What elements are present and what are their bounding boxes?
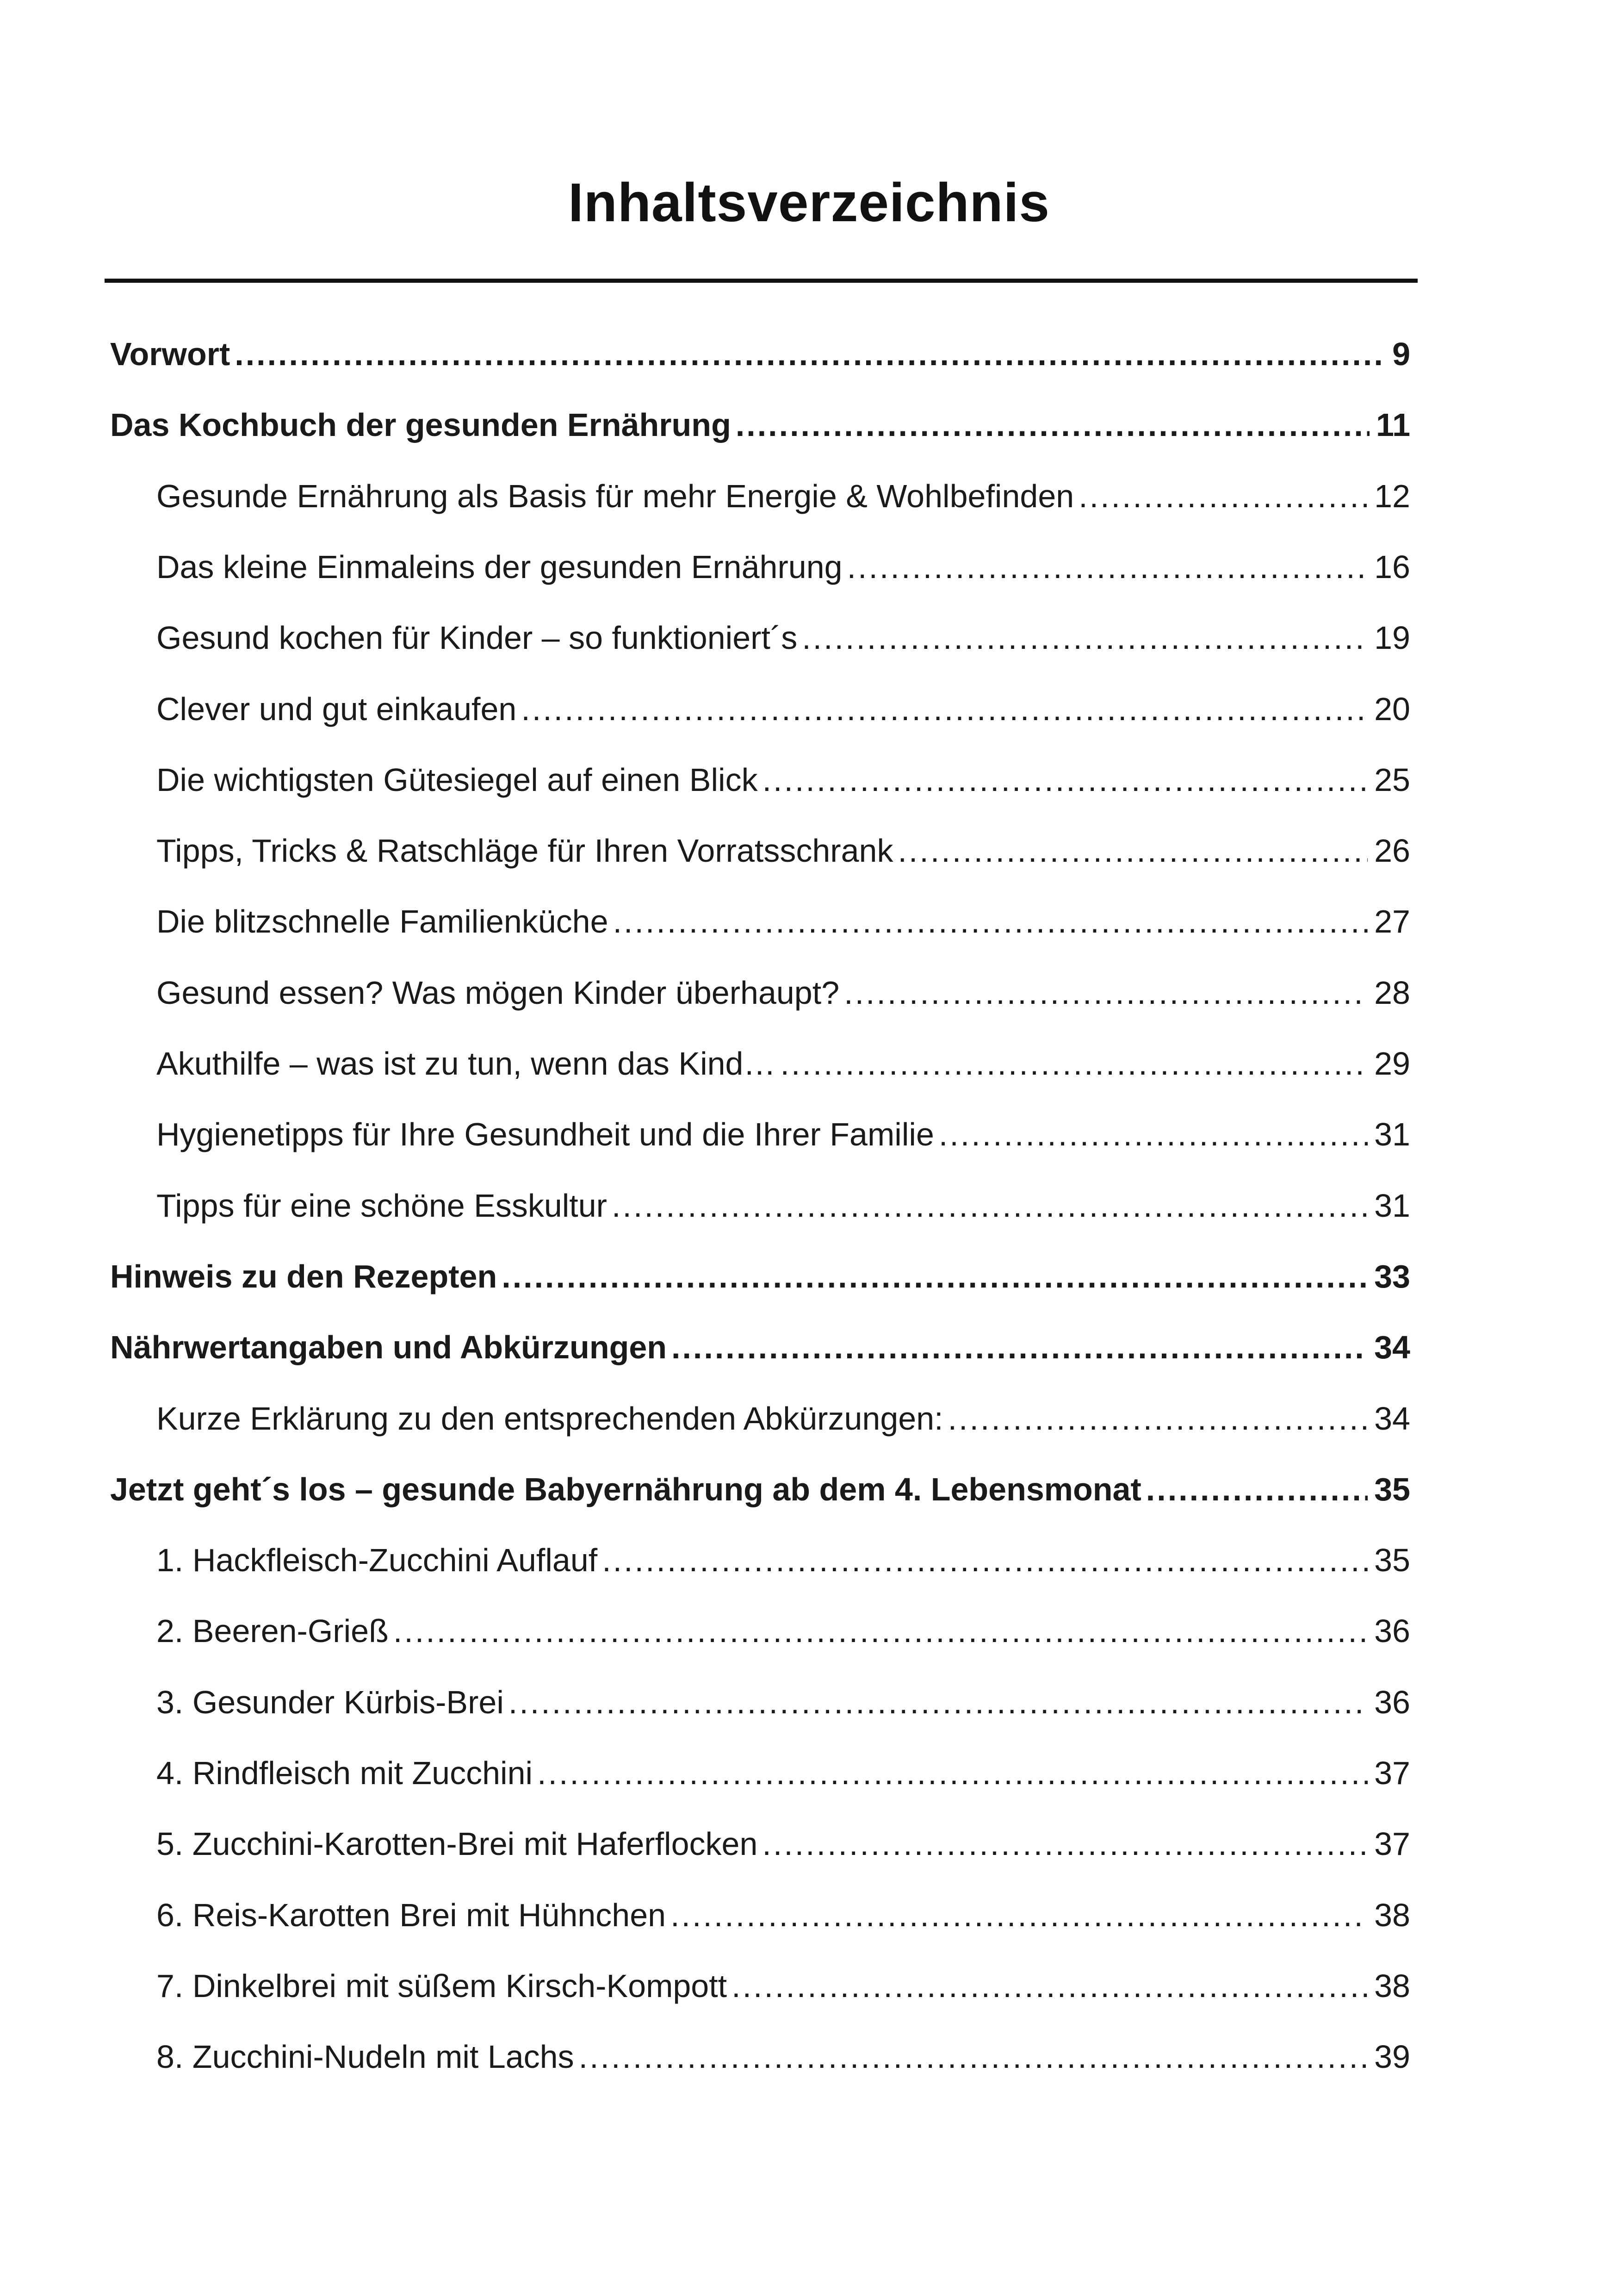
toc-page-number: 34 [1374, 1329, 1410, 1365]
toc-page-number: 31 [1374, 1188, 1410, 1224]
toc-page-number: 9 [1392, 336, 1410, 372]
toc-section-entry[interactable] [156, 754, 1410, 805]
toc-page-number: 28 [1374, 975, 1410, 1011]
toc-section-entry[interactable] [156, 896, 1410, 947]
toc-entry-label: Tipps, Tricks & Ratschläge für Ihren Vorratsschrank [156, 833, 893, 869]
dot-leader [613, 896, 1368, 947]
toc-entry-label: Jetzt geht´s los – gesunde Babyernährung ab dem 4. Lebensmonat [110, 1471, 1141, 1507]
toc-section-entry[interactable] [156, 471, 1410, 522]
dot-leader [898, 825, 1368, 876]
toc-entry-label: Das Kochbuch der gesunden Ernährung [110, 407, 731, 443]
toc-entry-label: 6. Reis-Karotten Brei mit Hühnchen [156, 1897, 666, 1933]
toc-section-entry[interactable] [156, 1109, 1410, 1160]
toc-section-entry[interactable] [156, 1748, 1410, 1798]
toc-section-entry[interactable] [156, 825, 1410, 876]
toc-chapter-entry[interactable] [110, 329, 1410, 380]
toc-chapter-entry[interactable] [110, 1251, 1410, 1302]
dot-leader [939, 1109, 1368, 1160]
dot-leader [393, 1605, 1368, 1656]
dot-leader [780, 1038, 1368, 1089]
toc-section-entry[interactable] [156, 612, 1410, 663]
toc-chapter-entry[interactable] [110, 1322, 1410, 1373]
toc-page-number: 31 [1374, 1116, 1410, 1152]
dot-leader [612, 1180, 1368, 1231]
toc-section-entry[interactable] [156, 1393, 1410, 1444]
toc-page-number: 25 [1374, 762, 1410, 798]
dot-leader [508, 1677, 1368, 1728]
toc-section-entry[interactable] [156, 684, 1410, 734]
toc-entry-label: 1. Hackfleisch-Zucchini Auflauf [156, 1542, 598, 1578]
toc-page-number: 37 [1374, 1755, 1410, 1791]
title-divider [105, 279, 1418, 283]
toc-entry-label: Vorwort [110, 336, 230, 372]
toc-entry-label: Gesund essen? Was mögen Kinder überhaupt? [156, 975, 840, 1011]
toc-entry-label: 5. Zucchini-Karotten-Brei mit Haferflocken [156, 1826, 758, 1862]
toc-section-entry[interactable] [156, 967, 1410, 1018]
toc-section-entry[interactable] [156, 1818, 1410, 1869]
dot-leader [602, 1535, 1368, 1586]
toc-page-number: 11 [1376, 407, 1410, 443]
dot-leader [762, 1818, 1368, 1869]
toc-entry-label: 2. Beeren-Grieß [156, 1613, 389, 1649]
dot-leader [948, 1393, 1368, 1444]
dot-leader [537, 1748, 1368, 1798]
dot-leader [579, 2031, 1368, 2082]
toc-section-entry[interactable] [156, 1677, 1410, 1728]
toc-page-number: 38 [1374, 1968, 1410, 2004]
toc-section-entry[interactable] [156, 1960, 1410, 2011]
toc-entry-label: 4. Rindfleisch mit Zucchini [156, 1755, 533, 1791]
dot-leader [671, 1322, 1368, 1373]
toc-entry-label: 8. Zucchini-Nudeln mit Lachs [156, 2039, 574, 2075]
toc-entry-label: Akuthilfe – was ist zu tun, wenn das Kind… [156, 1045, 776, 1082]
dot-leader [521, 684, 1368, 734]
toc-entry-label: Gesund kochen für Kinder – so funktioniert´s [156, 620, 798, 656]
toc-page-number: 16 [1374, 549, 1410, 585]
toc-page-number: 36 [1374, 1684, 1410, 1720]
dot-leader [844, 967, 1368, 1018]
toc-page-number: 38 [1374, 1897, 1410, 1933]
toc-entry-label: 3. Gesunder Kürbis-Brei [156, 1684, 504, 1720]
toc-entry-label: Nährwertangaben und Abkürzungen [110, 1329, 667, 1365]
dot-leader [235, 329, 1386, 380]
toc-page-number: 39 [1374, 2039, 1410, 2075]
toc-entry-label: Gesunde Ernährung als Basis für mehr Energie & Wohlbefinden [156, 478, 1074, 514]
toc-entry-label: 7. Dinkelbrei mit süßem Kirsch-Kompott [156, 1968, 727, 2004]
dot-leader [802, 612, 1368, 663]
dot-leader [1146, 1464, 1368, 1515]
dot-leader [502, 1251, 1368, 1302]
toc-entry-label: Clever und gut einkaufen [156, 691, 517, 727]
toc-page-number: 19 [1374, 620, 1410, 656]
toc-entry-label: Hinweis zu den Rezepten [110, 1258, 497, 1294]
toc-entry-label: Die wichtigsten Gütesiegel auf einen Blick [156, 762, 758, 798]
toc-section-entry[interactable] [156, 1535, 1410, 1586]
toc-page-number: 33 [1374, 1258, 1410, 1294]
toc-entry-label: Die blitzschnelle Familienküche [156, 903, 608, 940]
dot-leader [736, 399, 1370, 450]
toc-section-entry[interactable] [156, 541, 1410, 592]
toc-entry-label: Hygienetipps für Ihre Gesundheit und die Ihrer Familie [156, 1116, 934, 1152]
toc-entry-label: Tipps für eine schöne Esskultur [156, 1188, 607, 1224]
dot-leader [732, 1960, 1368, 2011]
toc-page-number: 12 [1374, 478, 1410, 514]
toc-page-number: 20 [1374, 691, 1410, 727]
dot-leader [1079, 471, 1368, 522]
toc-page-number: 35 [1374, 1542, 1410, 1578]
page-title: Inhaltsverzeichnis [568, 172, 1050, 233]
dot-leader [847, 541, 1368, 592]
toc-section-entry[interactable] [156, 1605, 1410, 1656]
toc-chapter-entry[interactable] [110, 1464, 1410, 1515]
toc-section-entry[interactable] [156, 1890, 1410, 1941]
toc-page-number: 37 [1374, 1826, 1410, 1862]
toc-chapter-entry[interactable] [110, 399, 1410, 450]
toc-page-number: 34 [1374, 1400, 1410, 1437]
toc-section-entry[interactable] [156, 1038, 1410, 1089]
toc-section-entry[interactable] [156, 1180, 1410, 1231]
toc-entry-label: Kurze Erklärung zu den entsprechenden Abkürzungen: [156, 1400, 943, 1437]
toc-page-number: 29 [1374, 1045, 1410, 1082]
toc-page-number: 35 [1374, 1471, 1410, 1507]
toc-page-number: 27 [1374, 903, 1410, 940]
toc-page-number: 36 [1374, 1613, 1410, 1649]
toc-entry-label: Das kleine Einmaleins der gesunden Ernährung [156, 549, 843, 585]
toc-page-number: 26 [1374, 833, 1410, 869]
toc-section-entry[interactable] [156, 2031, 1410, 2082]
dot-leader [763, 754, 1368, 805]
dot-leader [670, 1890, 1368, 1941]
